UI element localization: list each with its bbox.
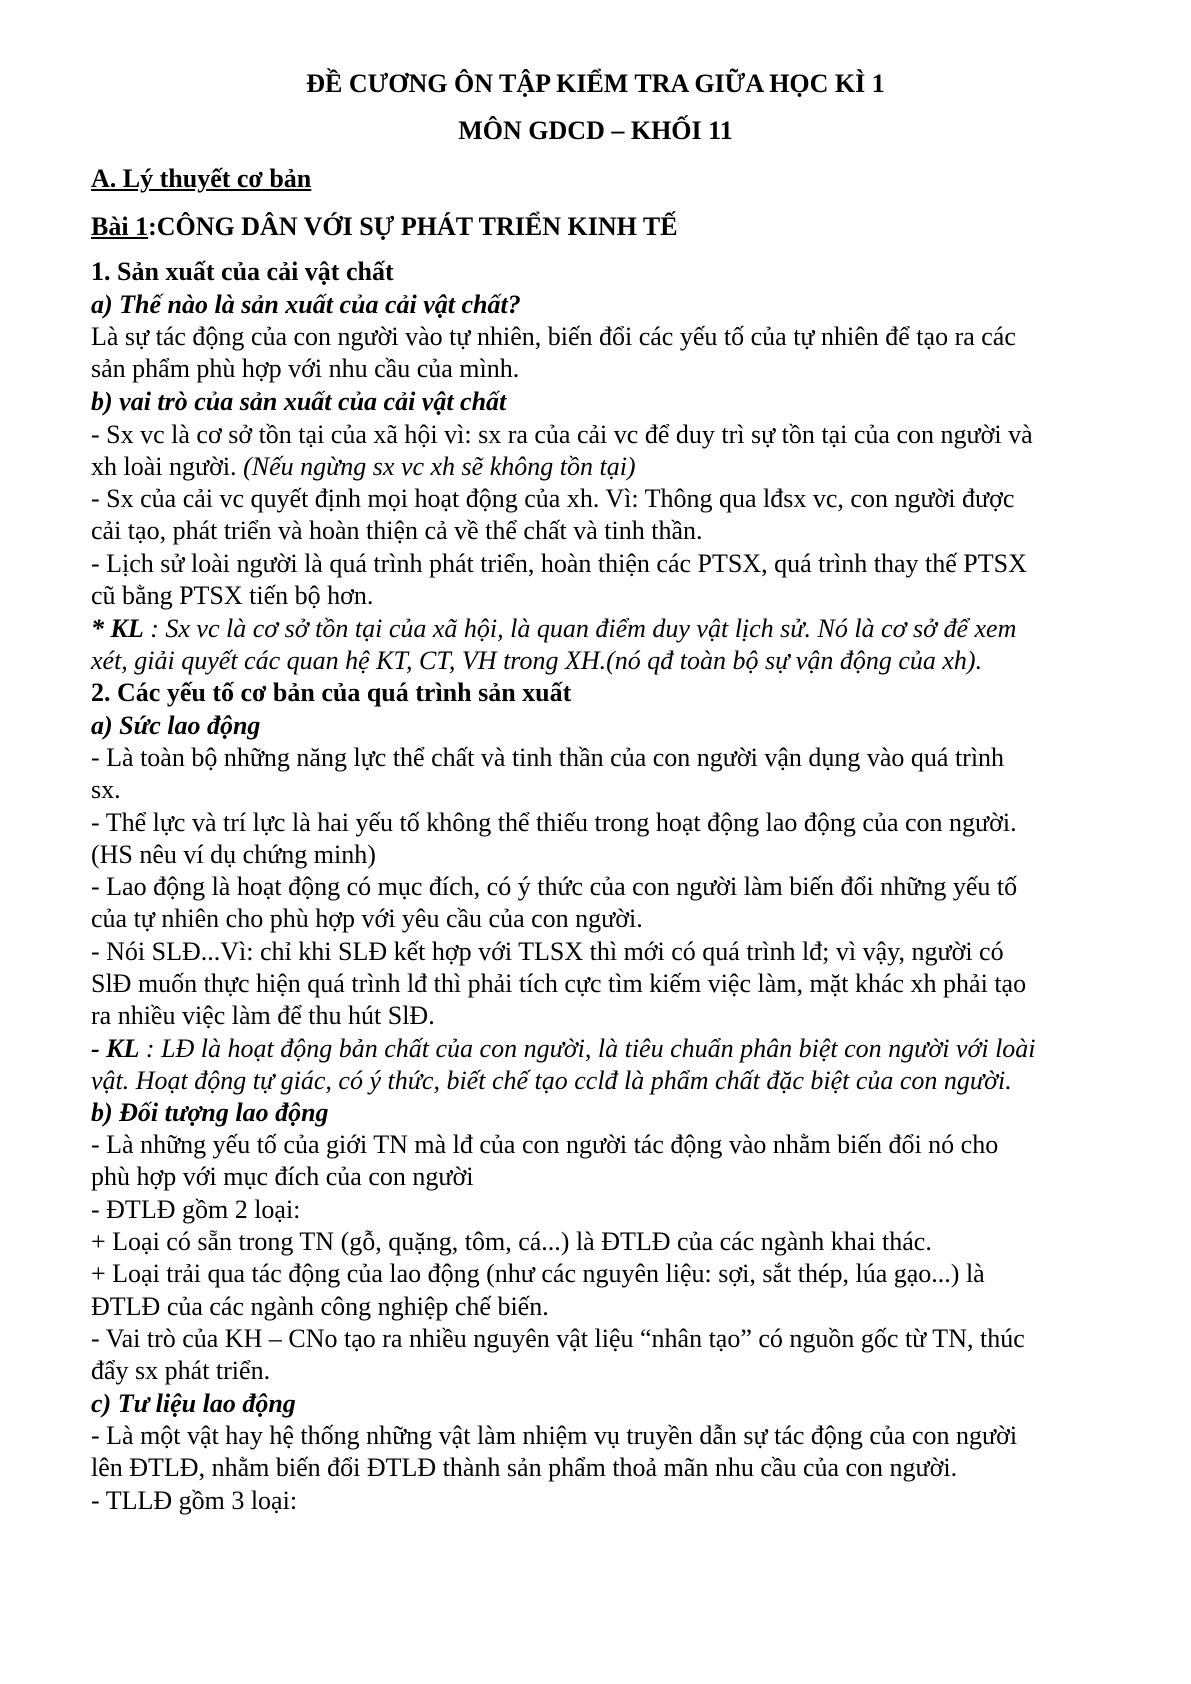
paragraph-line: đẩy sx phát triển. (91, 1356, 271, 1385)
paragraph-line: lên ĐTLĐ, nhằm biến đổi ĐTLĐ thành sản phẩm thoả mãn nhu cầu của con người. (91, 1453, 958, 1482)
paragraph-line: - TLLĐ gồm 3 loại: (91, 1486, 298, 1515)
paragraph-line: sản phẩm phù hợp với nhu cầu của mình. (91, 354, 520, 383)
conclusion-line (91, 612, 1121, 646)
part1-b-heading: b) vai trò của sản xuất của cải vật chất (91, 387, 507, 416)
conclusion-line (91, 1032, 1121, 1066)
paragraph-line: của tự nhiên cho phù hợp với yêu cầu của con người. (91, 904, 643, 933)
lesson-label: Bài 1 (91, 212, 149, 241)
paragraph-line: - Lịch sử loài người là quá trình phát triển, hoàn thiện các PTSX, quá trình thay thế PTSX (91, 549, 1027, 578)
conclusion-label: * KL (91, 614, 144, 643)
part1-a-heading: a) Thế nào là sản xuất của cải vật chất? (91, 290, 521, 319)
part1-heading: 1. Sản xuất của cải vật chất (91, 257, 394, 286)
paragraph-note: (Nếu ngừng sx vc xh sẽ không tồn tại) (243, 452, 636, 481)
paragraph-line: cũ bằng PTSX tiến bộ hơn. (91, 581, 374, 610)
paragraph-line: phù hợp với mục đích của con người (91, 1162, 474, 1191)
paragraph-line: ĐTLĐ của các ngành công nghiệp chế biến. (91, 1292, 549, 1321)
conclusion-text: : LĐ là hoạt động bản chất của con người, là tiêu chuẩn phân biệt con người với loài (139, 1034, 1036, 1063)
paragraph-line: ra nhiều việc làm để thu hút SlĐ. (91, 1001, 435, 1030)
paragraph-line: - Vai trò của KH – CNo tạo ra nhiều nguyên vật liệu “nhân tạo” có nguồn gốc từ TN, thúc (91, 1324, 1025, 1353)
paragraph-line: - Là toàn bộ những năng lực thể chất và tinh thần của con người vận dụng vào quá trình (91, 743, 1005, 772)
document-subtitle: MÔN GDCD – KHỐI 11 (458, 116, 733, 145)
paragraph-line: + Loại trải qua tác động của lao động (như các nguyên liệu: sợi, sắt thép, lúa gạo...) là (91, 1259, 985, 1288)
paragraph-line: - Là một vật hay hệ thống những vật làm nhiệm vụ truyền dẫn sự tác động của con người (91, 1421, 1018, 1450)
paragraph-line: - ĐTLĐ gồm 2 loại: (91, 1195, 301, 1224)
paragraph-line (91, 450, 1121, 484)
paragraph-line: - Thể lực và trí lực là hai yếu tố không thể thiếu trong hoạt động lao động của con người. (91, 808, 1017, 837)
paragraph-line: Là sự tác động của con người vào tự nhiên, biến đổi các yếu tố của tự nhiên để tạo ra các (91, 322, 1016, 351)
paragraph-line: - Sx của cải vc quyết định mọi hoạt động của xh. Vì: Thông qua lđsx vc, con người được (91, 484, 1015, 513)
paragraph-line: sx. (91, 775, 121, 804)
paragraph-line: (HS nêu ví dụ chứng minh) (91, 840, 376, 869)
part2-a-heading: a) Sức lao động (91, 711, 261, 740)
paragraph-line: - Là những yếu tố của giới TN mà lđ của con người tác động vào nhằm biến đổi nó cho (91, 1130, 999, 1159)
paragraph-line: cải tạo, phát triển và hoàn thiện cả về thể chất và tinh thần. (91, 516, 703, 545)
lesson-heading (91, 210, 1121, 244)
paragraph-line: - Sx vc là cơ sở tồn tại của xã hội vì: sx ra của cải vc để duy trì sự tồn tại của con người và (91, 420, 1033, 449)
paragraph-text: xh loài người. (91, 452, 244, 481)
paragraph-line: - Nói SLĐ...Vì: chỉ khi SLĐ kết hợp với TLSX thì mới có quá trình lđ; vì vậy, người có (91, 937, 1004, 966)
conclusion-text: : Sx vc là cơ sở tồn tại của xã hội, là quan điểm duy vật lịch sử. Nó là cơ sở để xem (143, 614, 1017, 643)
part2-heading: 2. Các yếu tố cơ bản của quá trình sản xuất (91, 678, 572, 707)
conclusion-prefix: - (91, 1034, 107, 1063)
lesson-title: :CÔNG DÂN VỚI SỰ PHÁT TRIỂN KINH TẾ (148, 212, 678, 241)
paragraph-line: + Loại có sẵn trong TN (gỗ, quặng, tôm, cá...) là ĐTLĐ của các ngành khai thác. (91, 1227, 932, 1256)
paragraph-line: SlĐ muốn thực hiện quá trình lđ thì phải tích cực tìm kiếm việc làm, mặt khác xh phải tạo (91, 969, 1027, 998)
conclusion-line: vật. Hoạt động tự giác, có ý thức, biết chế tạo cclđ là phẩm chất đặc biệt của con người. (91, 1066, 1012, 1095)
document-title: ĐỀ CƯƠNG ÔN TẬP KIỂM TRA GIỮA HỌC KÌ 1 (306, 69, 885, 98)
conclusion-line: xét, giải quyết các quan hệ KT, CT, VH trong XH.(nó qđ toàn bộ sự vận động của xh). (91, 646, 983, 675)
paragraph-line: - Lao động là hoạt động có mục đích, có ý thức của con người làm biến đổi những yếu tố (91, 872, 1018, 901)
conclusion-label: KL (106, 1034, 140, 1063)
part2-c-heading: c) Tư liệu lao động (91, 1389, 296, 1418)
section-heading-a: A. Lý thuyết cơ bản (91, 164, 312, 193)
part2-b-heading: b) Đối tượng lao động (91, 1098, 329, 1127)
